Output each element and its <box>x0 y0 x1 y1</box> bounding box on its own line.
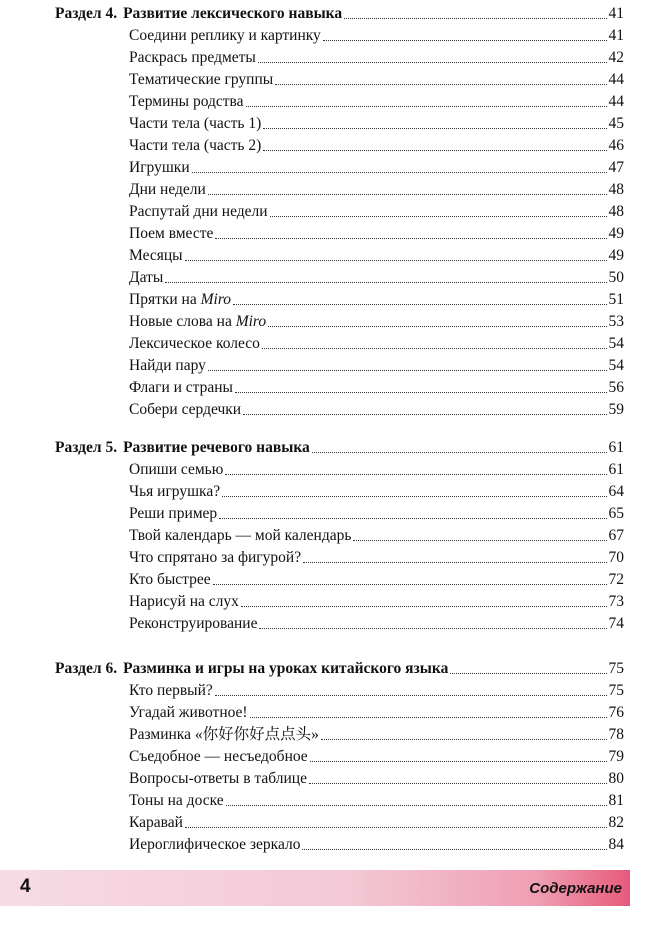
entry-title: Реконструирование <box>129 615 258 632</box>
entry-title: Термины родства <box>129 93 244 110</box>
leader-dots <box>268 325 606 327</box>
leader-dots <box>353 539 606 541</box>
page-ref: 41 <box>608 5 624 22</box>
leader-dots <box>226 804 607 806</box>
toc-entry[interactable] <box>129 526 624 545</box>
entry-title: Иероглифическое зеркало <box>129 836 301 853</box>
entry-title: Соедини реплику и картинку <box>129 27 321 44</box>
page-ref: 54 <box>608 357 624 374</box>
entry-title: Месяцы <box>129 247 183 264</box>
page-ref: 84 <box>608 836 624 853</box>
section-title: Развитие лексического навыка <box>123 5 343 22</box>
entry-title: Игрушки <box>129 159 190 176</box>
entry-title: Дни недели <box>129 181 206 198</box>
toc-entry[interactable] <box>129 224 624 243</box>
toc-entry[interactable] <box>129 290 624 309</box>
page-ref: 75 <box>608 682 624 699</box>
toc-entry[interactable] <box>129 835 624 854</box>
leader-dots <box>275 83 606 85</box>
leader-dots <box>165 281 606 283</box>
section-title: Развитие речевого навыка <box>123 439 310 456</box>
toc-entry[interactable] <box>129 26 624 45</box>
entry-title: Прятки на Miro <box>129 291 232 308</box>
page-number: 4 <box>20 876 31 897</box>
toc-entry[interactable] <box>129 334 624 353</box>
entry-title: Вопросы-ответы в таблице <box>129 770 307 787</box>
toc-entry[interactable] <box>129 813 624 832</box>
page-ref: 74 <box>608 615 624 632</box>
entry-title: Чья игрушка? <box>129 483 221 500</box>
page-ref: 78 <box>608 726 624 743</box>
leader-dots <box>262 347 607 349</box>
leader-dots <box>309 782 607 784</box>
entry-title: Собери сердечки <box>129 401 242 418</box>
entry-title: Распутай дни недели <box>129 203 268 220</box>
toc-entry[interactable] <box>129 703 624 722</box>
toc-entry[interactable] <box>129 48 624 67</box>
entry-title: Съедобное — несъедобное <box>129 748 308 765</box>
section-number: Раздел 4. <box>55 5 118 22</box>
toc-entry[interactable] <box>129 356 624 375</box>
section-number: Раздел 6. <box>55 660 118 677</box>
toc-entry[interactable] <box>129 548 624 567</box>
leader-dots <box>321 738 607 740</box>
page-ref: 61 <box>608 439 624 456</box>
footer-section-label: Содержание <box>529 880 622 897</box>
leader-dots <box>243 413 606 415</box>
page-ref: 80 <box>608 770 624 787</box>
leader-dots <box>235 391 607 393</box>
entry-title: Раскрась предметы <box>129 49 256 66</box>
leader-dots <box>250 716 607 718</box>
toc-entry[interactable] <box>129 460 624 479</box>
section-title: Разминка и игры на уроках китайского языка <box>123 660 449 677</box>
leader-dots <box>310 760 607 762</box>
page-ref: 44 <box>608 93 624 110</box>
entry-title: Разминка «你好你好点点头» <box>129 726 319 743</box>
leader-dots <box>312 451 607 453</box>
toc-entry[interactable] <box>129 312 624 331</box>
leader-dots <box>192 171 607 173</box>
page-ref: 54 <box>608 335 624 352</box>
page-ref: 41 <box>608 27 624 44</box>
leader-dots <box>258 61 607 63</box>
entry-title: Опиши семью <box>129 461 224 478</box>
page-ref: 48 <box>608 181 624 198</box>
page-ref: 61 <box>608 461 624 478</box>
entry-title: Тоны на доске <box>129 792 224 809</box>
toc-entry[interactable] <box>129 246 624 265</box>
leader-dots <box>302 848 606 850</box>
page-ref: 49 <box>608 247 624 264</box>
entry-title: Лексическое колесо <box>129 335 260 352</box>
leader-dots <box>323 39 607 41</box>
entry-title: Нарисуй на слух <box>129 593 239 610</box>
page-ref: 64 <box>608 483 624 500</box>
leader-dots <box>263 127 606 129</box>
toc-entry[interactable] <box>129 747 624 766</box>
page-ref: 65 <box>608 505 624 522</box>
leader-dots <box>215 237 606 239</box>
toc-entry[interactable] <box>129 681 624 700</box>
toc-section-heading[interactable] <box>55 438 624 457</box>
entry-title: Каравай <box>129 814 183 831</box>
entry-title: Даты <box>129 269 164 286</box>
page-ref: 76 <box>608 704 624 721</box>
toc-entry[interactable] <box>129 791 624 810</box>
leader-dots <box>263 149 606 151</box>
leader-dots <box>259 627 606 629</box>
entry-title: Новые слова на Miro <box>129 313 267 330</box>
entry-title: Кто быстрее <box>129 571 211 588</box>
page-ref: 53 <box>608 313 624 330</box>
page-ref: 59 <box>608 401 624 418</box>
leader-dots <box>208 193 607 195</box>
toc-entry[interactable] <box>129 400 624 419</box>
toc-section-heading[interactable] <box>55 4 624 23</box>
entry-title: Твой календарь — мой календарь <box>129 527 352 544</box>
leader-dots <box>208 369 607 371</box>
toc-entry[interactable] <box>129 504 624 523</box>
page-ref: 48 <box>608 203 624 220</box>
page-ref: 70 <box>608 549 624 566</box>
toc-entry[interactable] <box>129 614 624 633</box>
leader-dots <box>213 583 607 585</box>
page-ref: 50 <box>608 269 624 286</box>
leader-dots <box>185 259 607 261</box>
leader-dots <box>450 672 606 674</box>
leader-dots <box>246 105 607 107</box>
leader-dots <box>270 215 607 217</box>
entry-title: Поем вместе <box>129 225 214 242</box>
toc-entry[interactable] <box>129 158 624 177</box>
toc-entry[interactable] <box>129 769 624 788</box>
entry-title: Части тела (часть 1) <box>129 115 262 132</box>
page-ref: 46 <box>608 137 624 154</box>
leader-dots <box>225 473 606 475</box>
toc-entry[interactable] <box>129 136 624 155</box>
entry-title: Флаги и страны <box>129 379 233 396</box>
leader-dots <box>215 694 607 696</box>
page-ref: 82 <box>608 814 624 831</box>
page-ref: 44 <box>608 71 624 88</box>
leader-dots <box>219 517 606 519</box>
toc-entry[interactable] <box>129 482 624 501</box>
toc-entry[interactable] <box>129 268 624 287</box>
page-ref: 79 <box>608 748 624 765</box>
toc-entry[interactable] <box>129 180 624 199</box>
entry-title: Что спрятано за фигурой? <box>129 549 302 566</box>
leader-dots <box>241 605 607 607</box>
toc-entry[interactable] <box>129 202 624 221</box>
section-number: Раздел 5. <box>55 439 118 456</box>
leader-dots <box>344 17 606 19</box>
entry-title: Тематические группы <box>129 71 274 88</box>
page-ref: 81 <box>608 792 624 809</box>
toc-entry[interactable] <box>129 70 624 89</box>
page-ref: 49 <box>608 225 624 242</box>
entry-title: Угадай животное! <box>129 704 248 721</box>
page-ref: 51 <box>608 291 624 308</box>
toc-entry[interactable] <box>129 570 624 589</box>
entry-title: Найди пару <box>129 357 206 374</box>
toc-entry[interactable] <box>129 592 624 611</box>
page-ref: 67 <box>608 527 624 544</box>
entry-title: Кто первый? <box>129 682 213 699</box>
page-ref: 73 <box>608 593 624 610</box>
entry-title: Части тела (часть 2) <box>129 137 262 154</box>
toc-entry[interactable] <box>129 92 624 111</box>
page-ref: 47 <box>608 159 624 176</box>
toc-entry[interactable] <box>129 114 624 133</box>
page-ref: 56 <box>608 379 624 396</box>
leader-dots <box>303 561 606 563</box>
leader-dots <box>222 495 606 497</box>
page-ref: 45 <box>608 115 624 132</box>
leader-dots <box>185 826 607 828</box>
page-ref: 75 <box>608 660 624 677</box>
toc-section-heading[interactable] <box>55 659 624 678</box>
toc-entry[interactable] <box>129 725 624 744</box>
leader-dots <box>233 303 606 305</box>
page-ref: 72 <box>608 571 624 588</box>
page-ref: 42 <box>608 49 624 66</box>
entry-title: Реши пример <box>129 505 218 522</box>
toc-entry[interactable] <box>129 378 624 397</box>
